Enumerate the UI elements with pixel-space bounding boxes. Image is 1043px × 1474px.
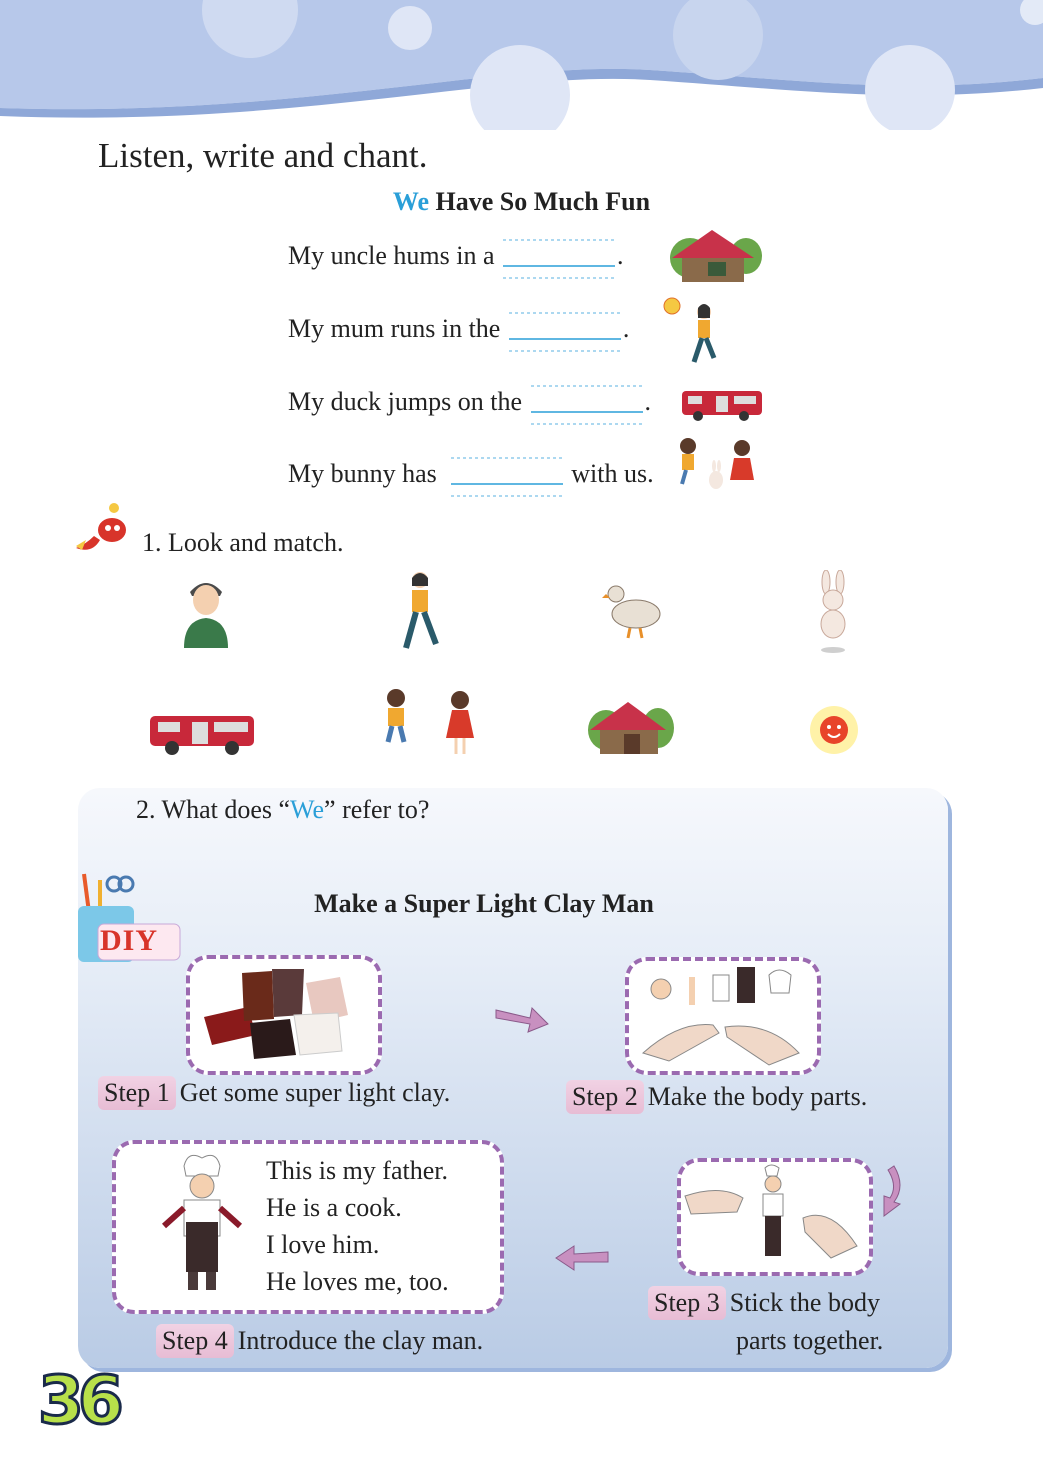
body-parts-image xyxy=(629,961,817,1071)
diy-title: Make a Super Light Clay Man xyxy=(314,889,654,918)
answer-blank-2[interactable] xyxy=(509,309,621,353)
step-3-text: Stick the body xyxy=(729,1288,880,1317)
answer-blank-4[interactable] xyxy=(451,454,563,498)
arrow-down-curved-icon xyxy=(880,1164,910,1218)
bus-match-image[interactable] xyxy=(148,712,256,756)
step-1-label: Step 1 xyxy=(98,1076,176,1110)
chant-title xyxy=(0,187,1043,217)
step-3 xyxy=(648,1286,880,1320)
step-2-text: Make the body parts. xyxy=(647,1082,868,1111)
arrow-left-icon xyxy=(554,1242,610,1272)
page-number: 36 xyxy=(38,1362,118,1439)
arrow-right-icon xyxy=(494,1004,550,1034)
step-3-text-line-2: parts together. xyxy=(736,1326,884,1355)
task-1-instruction: 1. Look and match. xyxy=(142,528,344,557)
clay-cook-image xyxy=(158,1150,248,1300)
step-3-label: Step 3 xyxy=(648,1286,726,1320)
chant-line-3: My duck jumps on the . xyxy=(288,382,651,426)
task-2-question: 2. What does “We” refer to? xyxy=(136,795,430,824)
step-4-image-box xyxy=(112,1140,504,1314)
chant-title-we: We xyxy=(392,187,430,216)
step-2 xyxy=(566,1080,867,1114)
dragon-mascot-icon xyxy=(72,500,134,562)
intro-text: This is my father. He is a cook. I love him. He loves me, too. xyxy=(266,1156,449,1296)
mum-image[interactable] xyxy=(398,568,444,652)
clay-packs-image xyxy=(190,959,378,1071)
duck-image[interactable] xyxy=(602,578,664,640)
page-title: Listen, write and chant. xyxy=(98,136,428,175)
chant-line-4: My bunny has with us. xyxy=(288,454,654,498)
house-match-image[interactable] xyxy=(586,700,676,756)
step-1-text: Get some super light clay. xyxy=(179,1078,451,1107)
step-2-image-box xyxy=(625,957,821,1075)
bunny-image[interactable] xyxy=(810,570,856,654)
step-3-image-box xyxy=(677,1158,873,1276)
step-4 xyxy=(156,1324,483,1358)
bus-image xyxy=(680,388,764,422)
uncle-image[interactable] xyxy=(180,574,232,650)
sun-image[interactable] xyxy=(806,704,862,756)
step-1 xyxy=(98,1076,450,1110)
children-image[interactable] xyxy=(382,686,478,758)
chant-line-1: My uncle hums in a . xyxy=(288,236,624,280)
running-mum-image xyxy=(660,296,720,370)
answer-blank-3[interactable] xyxy=(531,382,643,426)
answer-blank-1[interactable] xyxy=(503,236,615,280)
diy-badge: DIY xyxy=(100,924,159,957)
children-bunny-image xyxy=(676,436,758,500)
step-4-label: Step 4 xyxy=(156,1324,234,1358)
step-4-text: Introduce the clay man. xyxy=(237,1326,484,1355)
step-2-label: Step 2 xyxy=(566,1080,644,1114)
chant-title-rest: Have So Much Fun xyxy=(429,187,651,216)
house-image xyxy=(668,228,764,284)
header-banner xyxy=(0,0,1043,130)
step-1-image-box xyxy=(186,955,382,1075)
assemble-image xyxy=(681,1162,869,1272)
chant-line-2: My mum runs in the . xyxy=(288,309,629,353)
